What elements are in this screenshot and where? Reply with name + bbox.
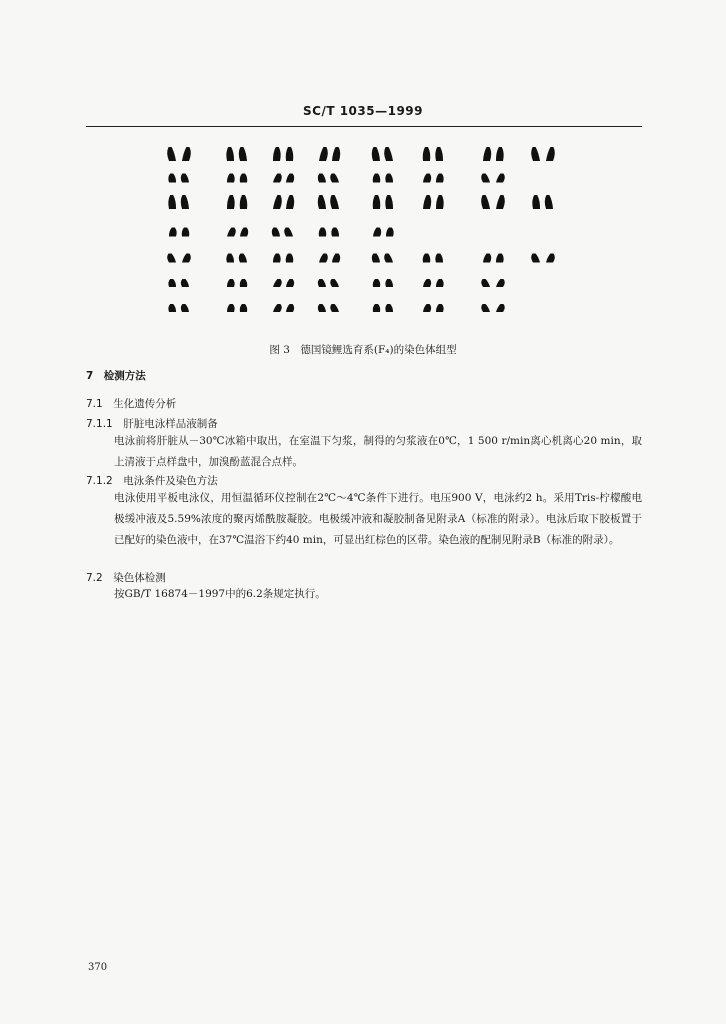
chromosome: [167, 147, 176, 161]
chromosome: [318, 174, 326, 183]
chromosome: [273, 304, 282, 312]
chromosome: [436, 279, 444, 287]
chromosome: [273, 195, 282, 209]
chromosome: [532, 195, 540, 209]
section-7-1-title: 7.1 生化遗传分析: [86, 398, 177, 410]
chromosome: [546, 254, 555, 263]
figure-caption: 图 3 德国镜鲤选育系(F₄)的染色体组型: [269, 344, 457, 356]
chromosome: [331, 228, 339, 237]
chromosome: [319, 228, 327, 237]
chromosome: [286, 174, 294, 183]
chromosome: [546, 147, 555, 161]
chromosome: [372, 147, 380, 161]
chromosome: [286, 254, 294, 263]
chromosome: [373, 228, 381, 237]
chromosome: [483, 254, 491, 263]
chromosome: [240, 195, 248, 209]
header-rule: [86, 126, 642, 127]
chromosome: [226, 147, 234, 161]
chromosome: [531, 254, 540, 263]
chromosome: [319, 254, 328, 263]
chromosome: [373, 174, 381, 183]
chromosome: [330, 174, 339, 183]
chromosome: [319, 147, 328, 161]
chromosome: [423, 279, 431, 287]
chromosome: [481, 279, 490, 287]
chromosome: [169, 228, 177, 237]
chromosome: [423, 195, 431, 209]
chromosome: [481, 174, 490, 183]
section-7-1-2-title: 7.1.2 电泳条件及染色方法: [86, 475, 218, 487]
chromosome: [496, 147, 504, 161]
chromosome: [272, 228, 280, 237]
chromosome: [182, 228, 190, 237]
chromosome: [423, 254, 431, 263]
chromosome: [423, 304, 431, 312]
chromosome: [481, 304, 490, 312]
chromosome: [332, 147, 340, 161]
chromosome: [496, 254, 504, 263]
chromosome: [286, 147, 294, 161]
chromosome: [385, 304, 393, 312]
chromosome: [182, 254, 191, 263]
chromosome: [318, 195, 326, 209]
chromosome: [239, 147, 247, 161]
chromosome: [318, 304, 326, 312]
chromosome: [483, 147, 491, 161]
chromosome: [240, 304, 248, 312]
chromosome: [227, 304, 235, 312]
chromosome: [372, 254, 380, 263]
chromosome: [286, 304, 294, 312]
chromosome: [227, 228, 236, 237]
chromosome: [240, 174, 248, 183]
chromosome: [239, 254, 247, 263]
chromosome: [240, 228, 248, 237]
chromosome: [182, 147, 191, 161]
chromosome: [273, 174, 282, 183]
section-7-2-text: 按GB/T 16874－1997中的6.2条规定执行。: [114, 588, 326, 600]
chromosome: [167, 254, 176, 263]
chromosome: [373, 279, 381, 287]
chromosome: [436, 174, 444, 183]
chromosome: [385, 195, 393, 209]
chromosome: [286, 195, 294, 209]
chromosome: [496, 174, 505, 183]
chromosome: [240, 279, 248, 287]
chromosome: [318, 279, 326, 287]
chromosome: [436, 304, 444, 312]
chromosome: [273, 147, 281, 161]
chromosome: [181, 174, 189, 183]
chromosome: [481, 195, 490, 209]
karyotype-figure: [160, 140, 580, 325]
section-7-1-1-title: 7.1.1 肝脏电泳样品液制备: [86, 418, 218, 430]
section-7-1-1-text: 电泳前将肝脏从－30℃冰箱中取出，在室温下匀浆，制得的匀浆液在0℃，1 500 r/min离心机离心20 min，取上清液于点样盘中，加溴酚蓝混合点样。: [114, 435, 642, 468]
chromosome: [373, 195, 381, 209]
chromosome: [168, 195, 176, 209]
chromosome: [373, 304, 381, 312]
chromosome: [227, 174, 235, 183]
chromosome: [531, 147, 540, 161]
chromosome: [330, 304, 339, 312]
chromosome: [226, 254, 234, 263]
standard-code: SC/T 1035—1999: [303, 104, 423, 118]
chromosome: [286, 279, 294, 287]
chromosome: [386, 228, 394, 237]
chromosome: [168, 304, 176, 312]
chromosome: [423, 147, 431, 161]
chromosome: [227, 279, 235, 287]
chromosome: [332, 254, 340, 263]
chromosome: [273, 254, 281, 263]
chromosome: [385, 174, 393, 183]
chromosome: [227, 195, 235, 209]
section-7-1-2-text: 电泳使用平板电泳仪，用恒温循环仪控制在2℃～4℃条件下进行。电压900 V，电泳约2 h。采用Tris-柠檬酸电极缓冲液及5.59%浓度的聚丙烯酰胺凝胶。电极缓冲液和凝胶制备见附录A（标准的附录）。电泳后取下胶板置于已配好的染色液中，在37℃温浴下约40 min，可显出红棕色的区带。染色液的配制见附录B（标准的附录）。: [114, 492, 642, 546]
chromosome: [496, 304, 505, 312]
chromosome: [545, 195, 553, 209]
chromosome: [423, 174, 431, 183]
chromosome: [385, 279, 393, 287]
chromosome: [181, 195, 189, 209]
chromosome: [496, 279, 505, 287]
chromosome: [284, 228, 293, 237]
chromosome: [273, 279, 282, 287]
chromosome: [435, 254, 443, 263]
chromosome: [168, 279, 176, 287]
section-7-2-title: 7.2 染色体检测: [86, 572, 166, 584]
chromosome: [384, 254, 393, 263]
chromosome: [181, 279, 189, 287]
chromosome: [181, 304, 189, 312]
page-number: 370: [88, 962, 108, 973]
section-7-title: 7 检测方法: [86, 370, 146, 382]
chromosome: [435, 147, 443, 161]
chromosome: [436, 195, 444, 209]
chromosome: [168, 174, 176, 183]
chromosome: [330, 279, 339, 287]
chromosome: [496, 195, 505, 209]
chromosome: [384, 147, 393, 161]
chromosome: [330, 195, 339, 209]
